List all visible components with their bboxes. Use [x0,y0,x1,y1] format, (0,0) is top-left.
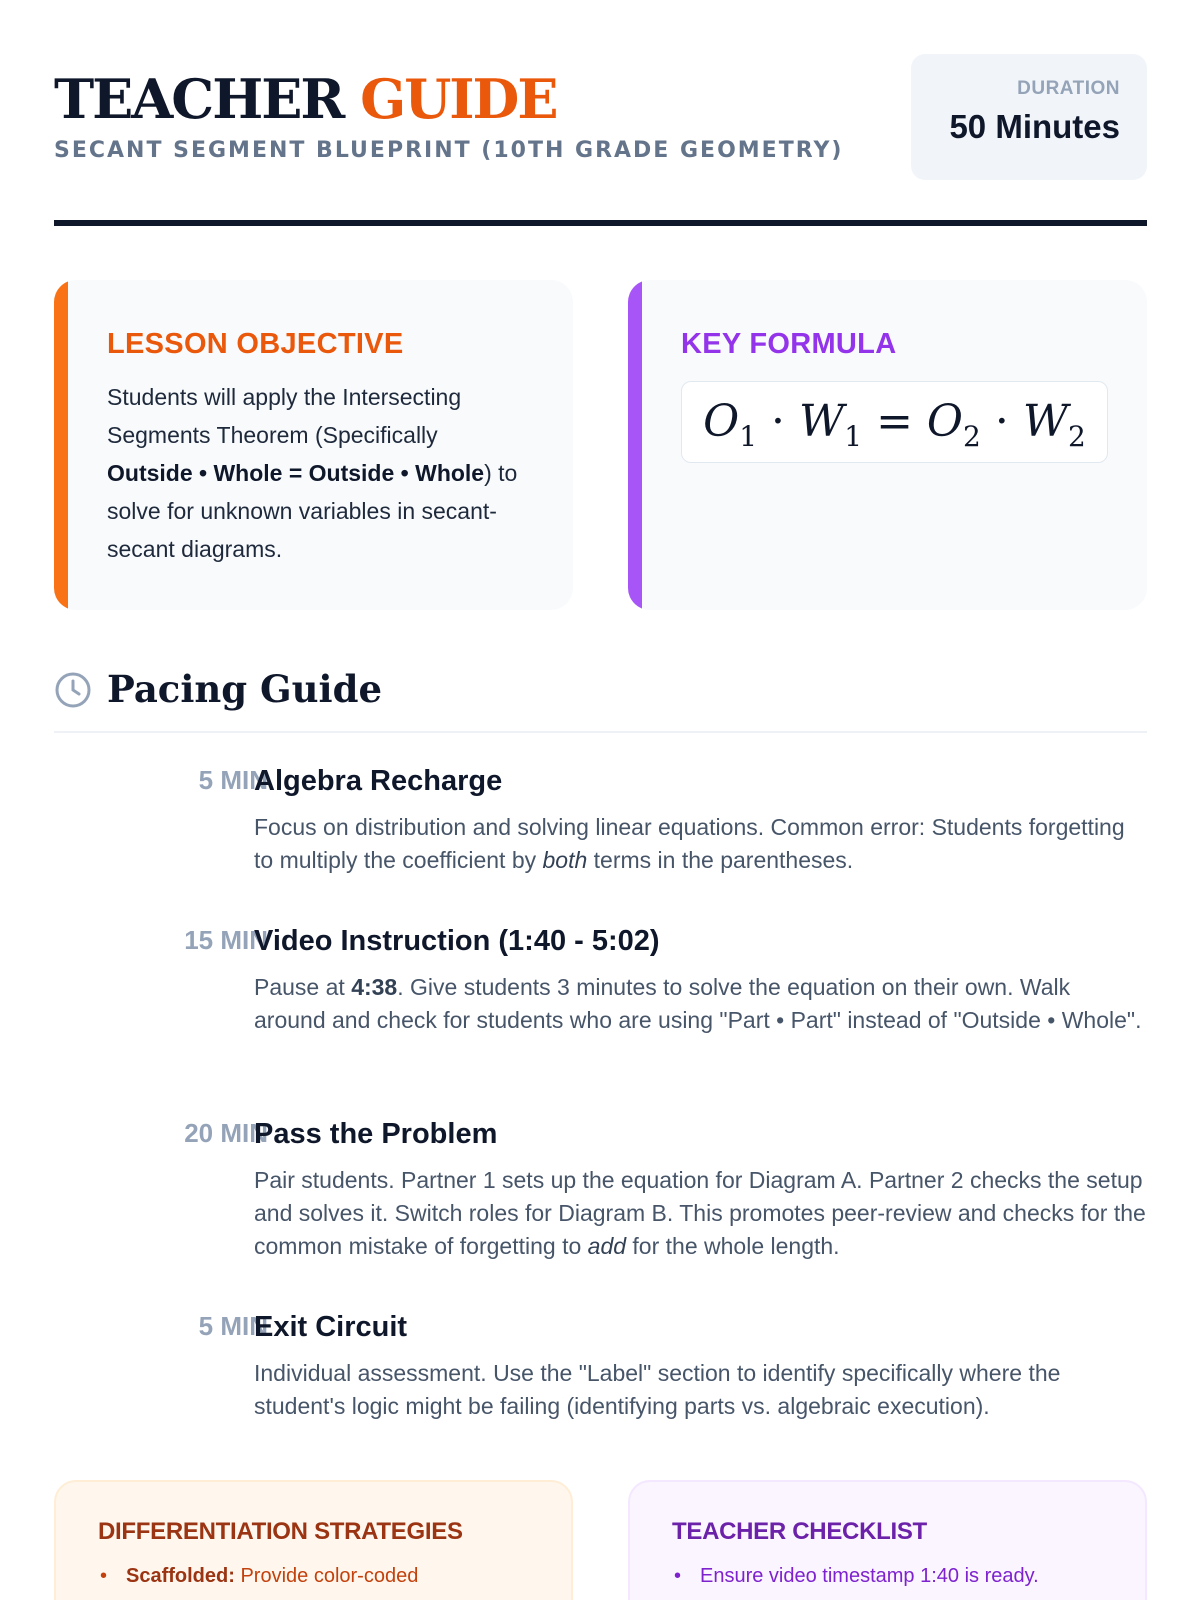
pacing-desc-emphasis: both [542,847,588,873]
duration-value: 50 Minutes [949,108,1120,145]
title-main: TEACHER [54,67,344,131]
pacing-desc-part: terms in the parentheses. [587,847,854,873]
pacing-title: Pacing Guide [107,667,383,711]
objective-accent-bar [54,280,68,610]
checklist-list [672,1562,1145,1590]
list-item [98,1562,571,1590]
checklist-title: TEACHER CHECKLIST [672,1518,927,1545]
differentiation-list [98,1562,571,1590]
page-title [54,67,557,131]
objective-text [107,378,527,568]
pacing-divider [54,731,1147,733]
objective-text-bold: Outside • Whole = Outside • Whole [107,460,485,486]
differentiation-title: DIFFERENTIATION STRATEGIES [98,1518,463,1545]
header-divider [54,220,1147,226]
page-header [54,54,1147,226]
pacing-duration: 5 MIN [198,765,268,795]
duration-box [911,54,1147,180]
pacing-duration: 5 MIN [198,1311,268,1341]
teacher-checklist-card [628,1480,1147,1600]
duration-label: DURATION [1017,78,1120,99]
objective-title: LESSON OBJECTIVE [107,328,404,360]
formula-expression: $O_1 \cdot W_1 = O_2 \cdot W_2$ [681,381,1108,463]
objective-text-2: ) to solve for unknown variables in secant-secant diagrams. [107,460,518,562]
pacing-desc-part: for the whole length. [626,1233,840,1259]
page-subtitle: SECANT SEGMENT BLUEPRINT (10TH GRADE GEOMETRY) [54,138,844,163]
pacing-item-desc [254,971,1146,1037]
pacing-item-desc [254,811,1146,877]
pacing-item-title: Pass the Problem [254,1118,498,1150]
title-accent: GUIDE [360,67,557,131]
pacing-desc-part: Focus on distribution and solving linear equations. Common error: Students forgetting to multiply the coefficient by [254,814,1125,873]
pacing-desc-part: . Give students 3 minutes to solve the equation on their own. Walk around and check for students who are using "Part • Part" instead of "Outside • Whole". [254,974,1142,1033]
list-item-text: Provide color-coded [234,1565,419,1587]
list-item: • Ensure video timestamp 1:40 is ready. [672,1562,1145,1590]
key-formula-card [628,280,1147,610]
formula-accent-bar [628,280,642,610]
pacing-item-title: Video Instruction (1:40 - 5:02) [254,925,660,957]
pacing-desc-emphasis: add [587,1233,627,1259]
pacing-item-desc [254,1164,1146,1263]
pacing-desc-bold: 4:38 [351,974,398,1000]
formula-title: KEY FORMULA [681,328,897,360]
list-item-label: Scaffolded: [126,1565,235,1587]
pacing-item-desc: Individual assessment. Use the "Label" section to identify specifically where the student's logic might be failing (identifying parts vs. algebraic execution). [254,1360,1061,1419]
differentiation-card [54,1480,573,1600]
pacing-desc-part: Pause at [254,974,352,1000]
pacing-item-title: Algebra Recharge [254,765,503,797]
pacing-item-title: Exit Circuit [254,1311,408,1343]
lesson-objective-card [54,280,573,610]
objective-text-1: Students will apply the Intersecting Segments Theorem (Specifically [107,384,462,448]
pacing-desc-part: Pair students. Partner 1 sets up the equation for Diagram A. Partner 2 checks the setup and solves it. Switch roles for Diagram B. This promotes peer-review and checks for the common mistake of forgetting to [254,1167,1146,1259]
clock-icon [54,671,92,709]
pacing-duration: 15 MIN [184,925,268,955]
pacing-duration: 20 MIN [184,1118,268,1148]
